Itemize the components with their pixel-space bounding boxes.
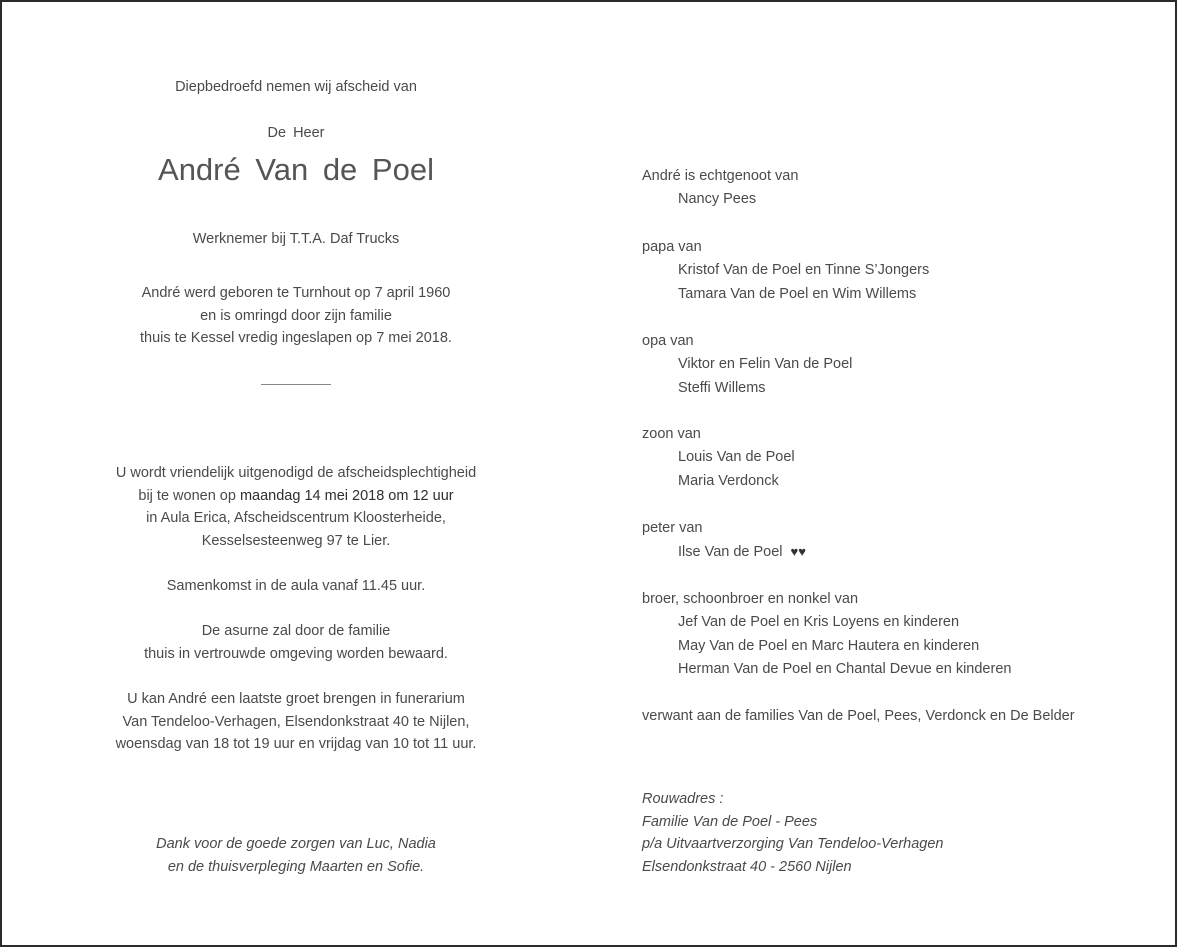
relation-head: opa van [642, 333, 694, 349]
relation-name: Nancy Pees [678, 191, 757, 208]
intro-text: Diepbedroefd nemen wij afscheid van [175, 79, 417, 95]
honorific: De Heer [267, 125, 325, 141]
invite-date-line [56, 485, 536, 508]
gathering-time: Samenkomst in de aula vanaf 11.45 uur. [166, 578, 426, 594]
thanks-line: Dank voor de goede zorgen van Luc, Nadia [156, 836, 436, 852]
urn-text [56, 620, 536, 665]
relation-head: broer, schoonbroer en nonkel van [642, 591, 859, 607]
hearts-icon: ♥♥ [790, 544, 806, 560]
relation-head: peter van [642, 520, 703, 536]
relation-parents [642, 423, 1142, 493]
relation-head: André is echtgenoot van [642, 168, 799, 184]
birth-line: André werd geboren te Turnhout op 7 april 1960 [141, 285, 451, 301]
address-line: p/a Uitvaartverzorging Van Tendeloo-Verhagen [642, 836, 944, 853]
relation-name: Ilse Van de Poel [678, 544, 783, 561]
separator-line [261, 384, 331, 385]
visit-line: woensdag van 18 tot 19 uur en vrijdag van 10 tot 11 uur. [115, 736, 477, 752]
ceremony-datetime: maandag 14 mei 2018 om 12 uur [239, 487, 454, 504]
invite-date-prefix: bij te wonen op [138, 487, 240, 504]
birth-death-text [56, 282, 536, 350]
relation-name: Jef Van de Poel en Kris Loyens en kinderen [678, 614, 960, 631]
ceremony-venue: in Aula Erica, Afscheidscentrum Kloosterheide, [146, 510, 446, 526]
relation-name: Viktor en Felin Van de Poel [678, 356, 853, 373]
relation-spouse [642, 165, 1142, 212]
death-line: thuis te Kessel vredig ingeslapen op 7 mei 2018. [140, 330, 452, 346]
relation-head: zoon van [642, 426, 701, 442]
relation-name: Tamara Van de Poel en Wim Willems [678, 285, 917, 302]
relation-name: Steffi Willems [678, 379, 766, 396]
address-line: Familie Van de Poel - Pees [642, 813, 818, 830]
relation-godchild [642, 517, 1142, 565]
deceased-name: André Van de Poel [158, 152, 434, 187]
invite-line: U wordt vriendelijk uitgenodigd de afscheidsplechtigheid [115, 465, 477, 481]
relation-children [642, 236, 1142, 306]
urn-line: thuis in vertrouwde omgeving worden bewaard. [144, 645, 448, 662]
relation-head: papa van [642, 239, 702, 255]
visitation-text [56, 688, 536, 756]
related-families: verwant aan de families Van de Poel, Pees, Verdonck en De Belder [642, 708, 1075, 724]
visit-line: U kan André een laatste groet brengen in funerarium [127, 691, 465, 707]
address-label: Rouwadres : [642, 791, 724, 807]
ceremony-address: Kesselsesteenweg 97 te Lier. [201, 532, 391, 549]
mourning-address [642, 788, 1142, 879]
relation-name: Maria Verdonck [678, 472, 779, 489]
relation-grandchildren [642, 330, 1142, 400]
ceremony-invitation [56, 462, 536, 552]
occupation: Werknemer bij T.T.A. Daf Trucks [192, 231, 400, 247]
relation-siblings [642, 588, 1142, 682]
relation-name: Louis Van de Poel [678, 449, 795, 466]
thanks-line: en de thuisverpleging Maarten en Sofie. [167, 858, 425, 875]
family-line: en is omringd door zijn familie [200, 307, 392, 324]
urn-line: De asurne zal door de familie [201, 623, 391, 639]
thanks-note [56, 833, 536, 878]
relation-name: Kristof Van de Poel en Tinne S’Jongers [678, 262, 930, 279]
address-line: Elsendonkstraat 40 - 2560 Nijlen [642, 859, 852, 876]
visit-line: Van Tendeloo-Verhagen, Elsendonkstraat 40 te Nijlen, [122, 713, 470, 730]
relation-name: May Van de Poel en Marc Hautera en kinderen [678, 637, 980, 654]
relation-name-row [642, 540, 1142, 564]
relation-name: Herman Van de Poel en Chantal Devue en kinderen [678, 661, 1012, 678]
